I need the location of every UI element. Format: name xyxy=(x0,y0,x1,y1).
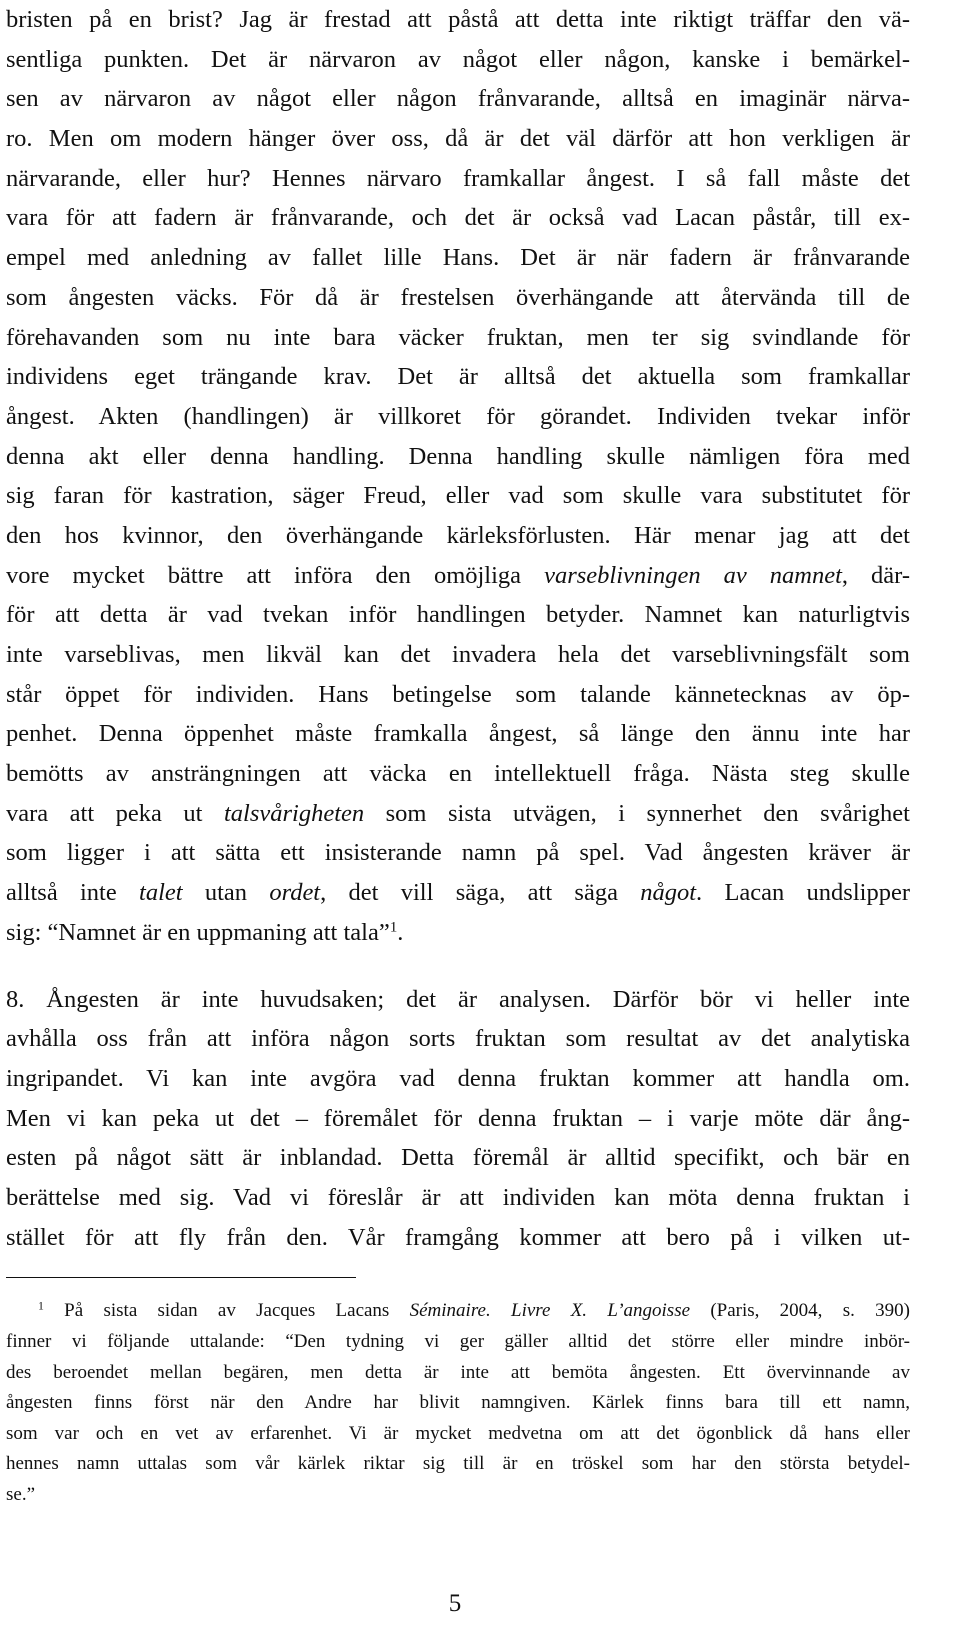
paragraph-gap xyxy=(6,953,910,980)
paragraph xyxy=(6,0,910,556)
text-line: sentliga punkten. Det är närvaron av något eller någon, kanske i bemärkel- xyxy=(6,45,910,73)
text-line: den hos kvinnor, den överhängande kärleksförlusten. Här menar jag att det xyxy=(6,521,910,549)
text-line: individens eget trängande krav. Det är alltså det aktuella som framkallar xyxy=(6,363,910,391)
text-line: berättelse med sig. Vad vi föreslår är att individen kan möta denna fruktan i xyxy=(6,1183,910,1211)
text-line: för att detta är vad tvekan inför handlingen betyder. Namnet kan naturligtvis xyxy=(6,601,910,629)
footnote-reference[interactable]: 1 xyxy=(389,918,398,936)
document-page xyxy=(6,0,910,1510)
text-line: sen av närvaron av något eller någon frånvarande, alltså en imaginär närva- xyxy=(6,85,910,113)
text-line: förehavanden som nu inte bara väcker fruktan, men ter sig svindlande för xyxy=(6,323,910,351)
text-line: Men vi kan peka ut det – föremålet för denna fruktan – i varje möte där ång- xyxy=(6,1104,910,1132)
emphasis: varseblivningen av namnet xyxy=(544,561,842,589)
text-line: des beroendet mellan begären, men detta är inte att bemöta ångesten. Ett övervinnande av xyxy=(6,1361,910,1383)
text-line: vore mycket bättre att införa den omöjliga varseblivningen av namnet, där- xyxy=(6,561,910,589)
text-line: sig: “Namnet är en uppmaning att tala”$^1$. xyxy=(6,918,404,946)
text-line: stället för att fly från den. Vår framgång kommer att bero på i vilken ut- xyxy=(6,1223,910,1251)
emphasis: talsvårigheten xyxy=(223,799,365,827)
footnote-body xyxy=(6,1327,910,1480)
text-line: som ligger i att sätta ett insisterande namn på spel. Vad ångesten kräver är xyxy=(6,839,910,867)
footnote-line: se.” xyxy=(6,1483,36,1505)
text-line: står öppet för individen. Hans betingelse som talande kännetecknas av öp- xyxy=(6,680,910,708)
emphasis: något xyxy=(640,879,697,907)
text-line: närvarande, eller hur? Hennes närvaro framkallar ångest. I så fall måste det xyxy=(6,164,910,192)
text-line: bristen på en brist? Jag är frestad att påstå att detta inte riktigt träffar den vä- xyxy=(6,6,910,33)
page-number: 5 xyxy=(448,1590,462,1617)
text-line: penhet. Denna öppenhet måste framkalla ångest, så länge den ännu inte har xyxy=(6,720,910,748)
footnote-separator xyxy=(6,1277,356,1278)
text-line: hennes namn uttalas som vår kärlek riktar sig till är en tröskel som har den största betydel- xyxy=(6,1453,910,1475)
footnote-line: $^1$ På sista sidan av Jacques Lacans Séminaire. Livre X. L’angoisse (Paris, 2004, s. 390) xyxy=(38,1299,910,1322)
text-line: som ångesten väcks. För då är frestelsen överhängande att återvända till de xyxy=(6,283,910,311)
paragraph-continuation xyxy=(6,595,910,793)
emphasis: Séminaire. Livre X. L’angoisse xyxy=(409,1300,691,1322)
emphasis: talet xyxy=(139,879,183,907)
text-line: vara för att fadern är frånvarande, och det är också vad Lacan påstår, till ex- xyxy=(6,204,910,232)
text-line: inte varseblivas, men likväl kan det invadera hela det varseblivningsfält som xyxy=(6,641,910,668)
text-line: ångesten finns först när den Andre har blivit namngiven. Kärlek finns bara till ett namn, xyxy=(6,1392,910,1414)
text-line: som var och en vet av erfarenhet. Vi är mycket medvetna om att det ögonblick då hans eller xyxy=(6,1422,910,1444)
text-line: bemötts av ansträngningen att väcka en intellektuell fråga. Nästa steg skulle xyxy=(6,760,910,788)
text-line: sig faran för kastration, säger Freud, eller vad som skulle vara substitutet för xyxy=(6,482,910,510)
footnotes xyxy=(6,1296,910,1510)
emphasis: ordet xyxy=(269,879,321,907)
text-line: 8. Ångesten är inte huvudsaken; det är analysen. Därför bör vi heller inte xyxy=(6,985,910,1013)
text-line: esten på något sätt är inblandad. Detta föremål är alltid specifikt, och bär en xyxy=(6,1144,910,1172)
text-line: ingripandet. Vi kan inte avgöra vad denna fruktan kommer att handla om. xyxy=(6,1064,910,1092)
text-line: ångest. Akten (handlingen) är villkoret för görandet. Individen tvekar inför xyxy=(6,402,910,430)
text-line: ro. Men om modern hänger över oss, då är det väl därför att hon verkligen är xyxy=(6,125,910,153)
text-line: alltså inte talet utan ordet, det vill säga, att säga något. Lacan undslipper xyxy=(6,879,910,907)
text-line: avhålla oss från att införa någon sorts fruktan som resultat av det analytiska xyxy=(6,1025,910,1053)
text-line: vara att peka ut talsvårigheten som sista utvägen, i synnerhet den svårighet xyxy=(6,799,910,827)
paragraph xyxy=(6,980,910,1258)
text-line: empel med anledning av fallet lille Hans. Det är när fadern är frånvarande xyxy=(6,244,910,272)
footnote-marker: 1 xyxy=(38,1299,44,1313)
text-line: finner vi följande uttalande: “Den tydning vi ger gäller alltid det större eller mindre inbör- xyxy=(6,1330,910,1352)
body-text xyxy=(6,0,910,1257)
text-line: denna akt eller denna handling. Denna handling skulle nämligen föra med xyxy=(6,442,910,470)
